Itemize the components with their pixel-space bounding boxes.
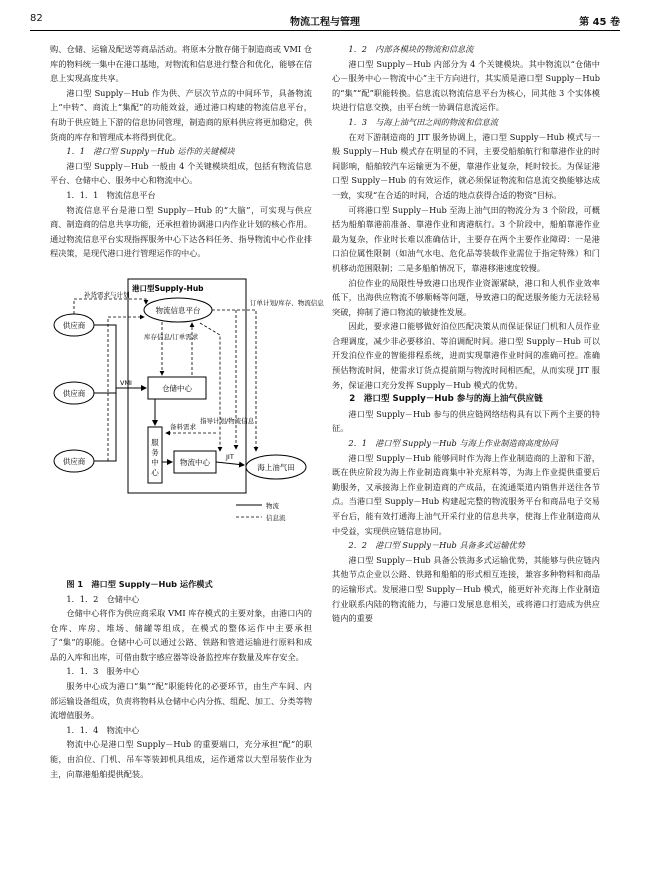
left-column — [50, 42, 324, 781]
dispatch-label: 指导计划/物流信息 — [200, 416, 255, 425]
subsection-heading: 1．2 内部各模块的物流和信息流 — [348, 44, 474, 54]
replenish-label: 补货需求与计划 — [84, 290, 130, 299]
page-header — [30, 13, 620, 29]
order-label: 订单计划/库存、物流信息 — [250, 298, 324, 307]
paragraph: 因此，要求港口能够做好泊位匹配决策从而保证保证门机和人员作业合理调度，减少非必要移泊、等泊调配时间。港口型 Supply－Hub 可以开发泊位作业的智能排程系统，进而实现靠港作业时间的准确可控。准确预估物流时间，使需求订货点提前期与物流时间相匹配，从而实现 JIT 服务，保证港口充分发挥 Supply－Hub 模式的优势。 — [332, 321, 600, 390]
jit-label: JIT — [226, 452, 234, 461]
diagram-svg — [50, 265, 324, 575]
logistics-label: 物流中心 — [180, 457, 210, 467]
paragraph: 港口型 Supply－Hub 参与的供应链网络结构具有以下两个主要的特征。 — [332, 408, 600, 434]
paragraph: 港口型 Supply－Hub 作为供、产层次节点的中间环节，具备物流上“中转”、商流上“集配”的功能效益，通过港口构建的物流信息平台，有助于供应链上下游的信息协同管理，制造商的原料供应将更加稳定，供货商的库存和管理成本将得到优化。 — [50, 87, 313, 142]
legend-info-label: 信息流 — [266, 513, 286, 522]
subsubsection-heading: 1．1．3 服务中心 — [66, 666, 140, 677]
right-column — [332, 42, 600, 626]
header-rule — [30, 30, 620, 31]
subsubsection-heading: 1．1．1 物流信息平台 — [66, 189, 156, 200]
paragraph: 可将港口型 Supply－Hub 至海上油气田的物流分为 3 个阶段，可概括为船舶靠港前准备、靠港作业和离港航行。3 个阶段中，船舶靠港作业最为复杂，作业时长难以准确估计，主要存在两个主要作业障碍：一是港口泊位属性限制（如油气水电、危化品等装载作业需位于指定特殊）和门机移动范围限制；二是多船舶情况下，靠港移港速度较慢。 — [332, 204, 600, 273]
material-label: 备料需求 — [170, 422, 196, 431]
oilfield-label: 海上油气田 — [257, 462, 295, 472]
inventory-label: 库存信息/订单需求 — [144, 332, 199, 341]
supplier-label: 供应商 — [62, 456, 86, 466]
platform-label: 物流信息平台 — [155, 305, 201, 315]
vmi-label: VMI — [120, 378, 132, 387]
figure-supply-hub-diagram — [50, 265, 324, 575]
paragraph: 港口型 Supply－Hub 一般由 4 个关键模块组成，包括有物流信息平台、仓储中心、服务中心和物流中心。 — [50, 160, 312, 186]
paragraph: 港口型 Supply－Hub 内部分为 4 个关键模块。其中物流以“仓储中心－服务中心－物流中心”主干方向进行，其实质是港口型 Supply－Hub 的“集”“配”职能转换。信息流以物流信息平台为核心，同其他 3 个实体模块进行信息交换，由平台统一协调信息流运作。 — [332, 58, 600, 113]
paragraph: 港口型 Supply－Hub 能够同时作为海上作业制造商的上游和下游，既在供应阶段为海上作业制造商集中补充原料等，为海上作业提供重要后勤服务，又承接海上作业制造商的产成品，在流通渠道内销售并送往各节点。当港口型 Supply－Hub 构建起完整的物流服务平台和商品电子交易平台后，能有效打通海上油气开采行业的信息共享，使海上作业制造商从中受益，实现供应链信息协同。 — [332, 452, 600, 536]
subsection-heading: 2．2 港口型 Supply－Hub 具备多式运输优势 — [348, 540, 525, 551]
subsection-heading: 1．1 港口型 Supply－Hub 运作的关键模块 — [66, 146, 235, 157]
paragraph: 购、仓储、运输及配送等商品活动。将原本分散存储于制造商或 VMI 仓库的物料统一集中在港口基地，对物流和信息进行整合和优化，能够在信息上实现高度共享。 — [50, 44, 313, 84]
subsubsection-heading: 1．1．2 仓储中心 — [66, 593, 140, 604]
supply-hub-title: 港口型Supply-Hub — [132, 283, 204, 293]
warehouse-label: 仓储中心 — [162, 383, 192, 393]
paragraph: 港口型 Supply－Hub 具备公铁海多式运输优势，其能够与供应链内其他节点企业以公路、铁路和船舶的形式相互连接，兼容多种物料和商品的运输形式。发展港口型 Supply－Hub 模式，能更好补充海上作业制造行业联系内陆的物流能力，与港口发展息息相关，或将港口打造成为供应链内的重要 — [332, 554, 600, 624]
subsection-heading: 2．1 港口型 Supply－Hub 与海上作业制造商高度协同 — [348, 438, 558, 449]
service-label: 服务中心 — [151, 437, 159, 477]
legend-material-label: 物流 — [266, 501, 279, 510]
subsubsection-heading: 1．1．4 物流中心 — [66, 724, 140, 735]
paragraph: 物流中心是港口型 Supply－Hub 的重要端口，充分承担“配”的职能，由泊位、门机、吊车等装卸机具组成，运作通常以大型吊装作业为主，向靠港船舶提供配装。 — [50, 739, 312, 779]
paragraph: 泊位作业的局限性导致港口出现作业资源紧缺，港口和人机作业效率低下，出海供应物流不够顺畅等问题，导致港口的配送服务能力无法轻易突破，抑制了港口物流的敏捷性发展。 — [332, 277, 600, 317]
section-heading: 2 港口型 Supply－Hub 参与的海上油气供应链 — [349, 394, 543, 405]
page-number: 82 — [30, 13, 43, 24]
subsection-heading: 1．3 与海上油气田之间的物流和信息流 — [348, 116, 498, 127]
journal-title: 物流工程与管理 — [290, 17, 360, 28]
paragraph: 在对下游制造商的 JIT 服务协调上，港口型 Supply－Hub 模式与一般 Supply－Hub 模式存在明显的不同，主要受船舶航行和靠港作业的时间影响，船舶较汽车运输更为不便，靠港作业复杂，耗时较长。为保证港口型 Supply－Hub 的有效运作，就必须保证物流和信息流交换能够达成一致，实现“在合适的时间，合适的地点获得合适的物资”目标。 — [332, 131, 600, 200]
paragraph: 服务中心成为港口“集”“配”职能转化的必要环节，由生产车间、内部运输设备组成，负责将物料从仓储中心内分拣、组配、加工、分类等物流增值服务。 — [50, 681, 313, 721]
supplier-label: 供应商 — [62, 320, 86, 330]
figure-caption: 图 1 港口型 Supply－Hub 运作模式 — [66, 578, 213, 589]
volume-label: 第 45 卷 — [579, 17, 620, 28]
supplier-label: 供应商 — [62, 388, 86, 398]
paragraph: 仓储中心将作为供应商采取 VMI 库存模式的主要对象，由港口内的仓库、库房、堆场、储罐等组成，在模式的整体运作中主要承担了“集”的职能。仓储中心可以通过公路、铁路和管道运输进行原料和成品的入库和出库，可借由数字感应器等设备监控库存数量及库存安全。 — [50, 608, 312, 662]
paragraph: 物流信息平台是港口型 Supply－Hub 的“大脑”，可实现与供应商、制造商的信息共享功能，还承担着协调港口内作业计划的核心作用。通过物流信息平台实现指挥服务中心下达各料任务、指导物流中心作业排程决策，是现代港口进行管理运作的中心。 — [50, 204, 313, 259]
